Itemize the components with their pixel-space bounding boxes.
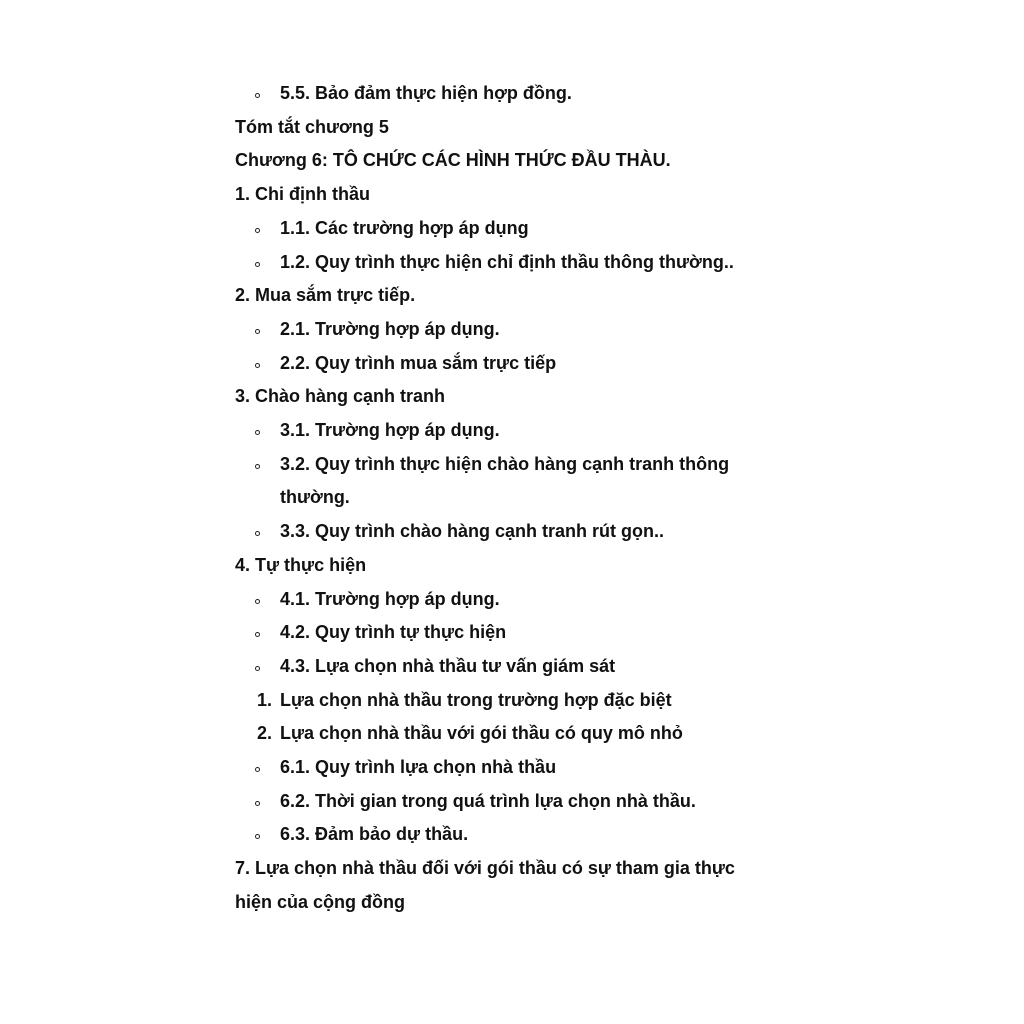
toc-item bbox=[235, 77, 795, 111]
bullet-icon bbox=[255, 834, 260, 839]
toc-item bbox=[235, 616, 795, 650]
bullet-icon bbox=[255, 801, 260, 806]
toc-item-text: 2.2. Quy trình mua sắm trực tiếp bbox=[280, 352, 557, 373]
toc-item bbox=[235, 448, 755, 515]
toc-item-text: 3.3. Quy trình chào hàng cạnh tranh rút gọn.. bbox=[280, 521, 665, 542]
toc-item-text: 4.1. Trường hợp áp dụng. bbox=[280, 588, 500, 609]
toc-item-text: 2. Mua sắm trực tiếp. bbox=[235, 285, 416, 306]
bullet-icon bbox=[255, 464, 260, 469]
toc-item-text: 7. Lựa chọn nhà thầu đối với gói thầu có sự tham gia thực hiện của cộng đồng bbox=[235, 858, 735, 912]
bullet-icon bbox=[255, 329, 260, 334]
toc-item-text: 3.2. Quy trình thực hiện chào hàng cạnh tranh thông thường. bbox=[280, 453, 730, 508]
toc-item bbox=[235, 684, 795, 718]
bullet-icon bbox=[255, 228, 260, 233]
toc-item-text: Lựa chọn nhà thầu với gói thầu có quy mô nhỏ bbox=[280, 723, 683, 744]
toc-item bbox=[235, 515, 795, 549]
bullet-icon bbox=[255, 767, 260, 772]
bullet-icon bbox=[255, 632, 260, 637]
toc-item bbox=[235, 852, 775, 919]
table-of-contents bbox=[235, 77, 795, 920]
toc-item bbox=[235, 650, 795, 684]
toc-item bbox=[235, 347, 795, 381]
toc-item-text: Lựa chọn nhà thầu trong trường hợp đặc biệt bbox=[280, 689, 672, 710]
toc-item-text: 4. Tự thực hiện bbox=[235, 554, 367, 575]
toc-item-text: 6.2. Thời gian trong quá trình lựa chọn nhà thầu. bbox=[280, 790, 696, 811]
bullet-icon bbox=[255, 666, 260, 671]
toc-item bbox=[235, 583, 795, 617]
toc-item bbox=[235, 313, 795, 347]
toc-item-text: 4.3. Lựa chọn nhà thầu tư vấn giám sát bbox=[280, 655, 616, 676]
toc-item bbox=[235, 380, 795, 414]
bullet-icon bbox=[255, 531, 260, 536]
toc-item-text: Tóm tắt chương 5 bbox=[235, 116, 389, 137]
toc-item-text: 6.3. Đảm bảo dự thầu. bbox=[280, 824, 469, 845]
toc-item bbox=[235, 279, 795, 313]
toc-item bbox=[235, 818, 795, 852]
toc-item bbox=[235, 751, 795, 785]
toc-item bbox=[235, 212, 795, 246]
toc-item-text: 3.1. Trường hợp áp dụng. bbox=[280, 420, 500, 441]
toc-item bbox=[235, 178, 795, 212]
toc-item bbox=[235, 549, 795, 583]
bullet-icon bbox=[255, 262, 260, 267]
item-number: 1. bbox=[257, 689, 273, 710]
toc-item-text: 3. Chào hàng cạnh tranh bbox=[235, 386, 446, 407]
toc-item-text: 2.1. Trường hợp áp dụng. bbox=[280, 318, 500, 339]
toc-item-text: 1. Chi định thầu bbox=[235, 184, 370, 205]
toc-item-text: 1.1. Các trường hợp áp dụng bbox=[280, 217, 529, 238]
toc-item bbox=[235, 717, 795, 751]
chapter-heading bbox=[235, 144, 795, 178]
toc-item bbox=[235, 785, 795, 819]
toc-item-text: Chương 6: TÔ CHỨC CÁC HÌNH THỨC ĐẦU THÀU. bbox=[235, 150, 671, 171]
bullet-icon bbox=[255, 430, 260, 435]
toc-item bbox=[235, 246, 795, 280]
bullet-icon bbox=[255, 93, 260, 98]
toc-item-text: 6.1. Quy trình lựa chọn nhà thầu bbox=[280, 757, 557, 778]
toc-item-text: 5.5. Bảo đảm thực hiện hợp đồng. bbox=[280, 83, 572, 103]
toc-item bbox=[235, 111, 795, 145]
bullet-icon bbox=[255, 363, 260, 368]
toc-item-text: 1.2. Quy trình thực hiện chỉ định thầu thông thường.. bbox=[280, 251, 734, 272]
toc-item-text: 4.2. Quy trình tự thực hiện bbox=[280, 622, 507, 643]
item-number: 2. bbox=[257, 723, 273, 744]
toc-item bbox=[235, 414, 795, 448]
bullet-icon bbox=[255, 599, 260, 604]
